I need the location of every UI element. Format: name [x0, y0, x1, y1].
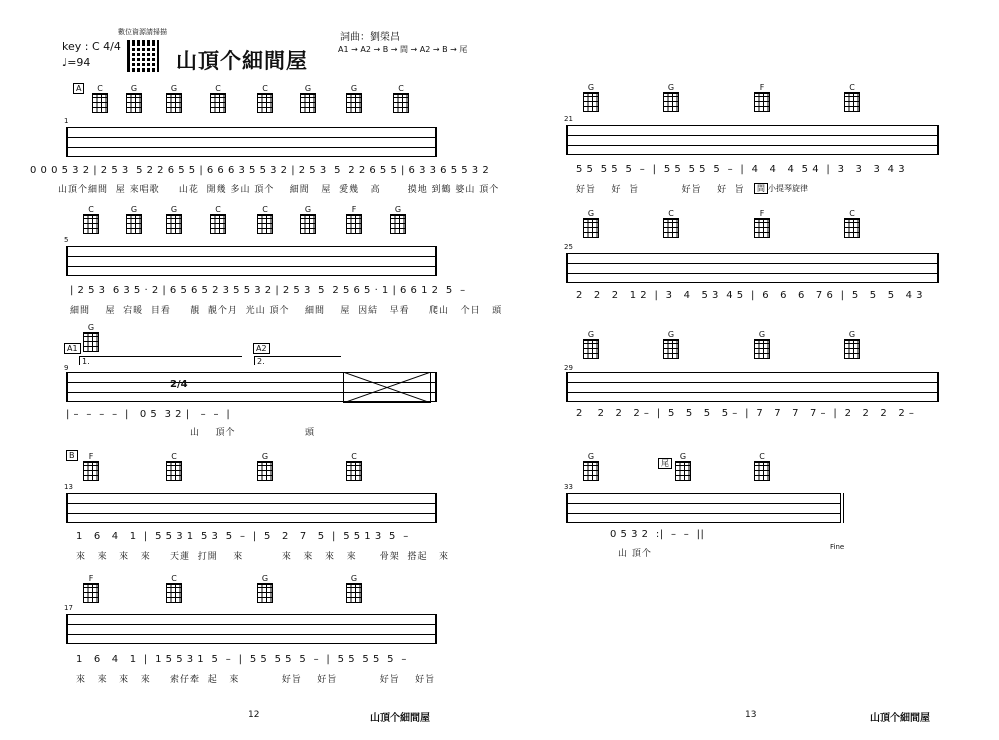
measure-number: 1 — [64, 117, 69, 125]
qr-code-icon[interactable] — [127, 40, 159, 72]
chord-diagram: F — [754, 209, 770, 238]
chord-diagram: F — [83, 452, 99, 481]
volta-bracket-2: 2. — [254, 356, 341, 365]
chord-diagram: G — [583, 83, 599, 112]
chord-diagram: G — [675, 452, 691, 481]
section-label-a: A — [73, 83, 84, 94]
roadmap: A1 → A2 → B → 間 → A2 → B → 尾 — [338, 45, 468, 54]
tab-staff — [66, 614, 437, 644]
right-page — [500, 0, 999, 740]
chord-diagram: C — [210, 205, 226, 234]
qr-caption: 數位資源請掃描 — [118, 28, 167, 36]
section-label-a1: A1 — [64, 343, 81, 354]
measure-number: 13 — [64, 483, 73, 491]
violin-melody-label: 小提琴旋律 — [768, 184, 808, 193]
page-number: 13 — [745, 710, 757, 720]
tab-staff — [66, 493, 437, 523]
volta-bracket-1: 1. — [79, 356, 242, 365]
notation-line: 2 2 2 2 – | 5 5 5 5 – | 7 7 7 7 – | 2 2 2 2 – — [576, 408, 915, 419]
tab-staff — [566, 125, 939, 155]
page-title: 山頂个細間屋 — [176, 49, 308, 73]
chord-diagram: G — [126, 84, 142, 113]
chord-diagram: C — [210, 84, 226, 113]
tab-staff — [566, 253, 939, 283]
lyrics-line: 來 來 來 來 天蓮 打開 來 來 來 來 來 骨架 搭起 來 — [76, 552, 450, 562]
chord-diagram: G — [300, 205, 316, 234]
chord-diagram: C — [92, 84, 108, 113]
section-label-outro: 尾 — [658, 458, 672, 469]
chord-diagram: C — [844, 209, 860, 238]
chord-diagram: C — [257, 205, 273, 234]
lyrics-line: 山 頂个 頭 — [190, 428, 315, 438]
chord-diagram: G — [346, 84, 362, 113]
notation-line: 2 2 2 1 2 | 3 4 5 3 4 5 | 6 6 6 7 6 | 5 5 5 4 3 — [576, 290, 924, 301]
tab-staff — [66, 127, 437, 157]
chord-diagram: C — [257, 84, 273, 113]
notation-line: 0 5 3 2 :| – – || — [610, 529, 705, 540]
chord-diagram: C — [166, 574, 182, 603]
chord-diagram: G — [844, 330, 860, 359]
chord-diagram: G — [583, 330, 599, 359]
tab-staff — [66, 246, 437, 276]
chord-diagram: G — [583, 452, 599, 481]
chord-diagram: G — [257, 452, 273, 481]
chord-diagram: G — [166, 205, 182, 234]
tab-staff — [566, 372, 939, 402]
measure-number: 21 — [564, 115, 573, 123]
lyrics-line: 好旨 好 旨 好旨 好 旨 — [576, 185, 745, 195]
measure-number: 25 — [564, 243, 573, 251]
footer-title: 山頂个細間屋 — [370, 713, 430, 724]
lyrics-line: 山頂个細間 屋 來唱歌 山花 開幾 多山 頂个 細間 屋 愛幾 高 摸地 到鶴 婆山 頂个 — [58, 185, 500, 195]
chord-diagram: C — [393, 84, 409, 113]
chord-diagram: G — [583, 209, 599, 238]
page-number: 12 — [248, 710, 260, 720]
chord-diagram: G — [346, 574, 362, 603]
chord-diagram: G — [754, 330, 770, 359]
measure-number: 29 — [564, 364, 573, 372]
chord-diagram: G — [83, 323, 99, 352]
chord-diagram: C — [83, 205, 99, 234]
chord-diagram: G — [166, 84, 182, 113]
notation-line: 1 6 4 1 | 1 5 5 3 1 5 – | 5 5 5 5 5 – | 5 5 5 5 5 – — [76, 654, 407, 665]
tab-staff — [566, 493, 844, 523]
section-label-b: B — [66, 450, 78, 461]
credit: 詞曲：劉榮昌 — [340, 32, 400, 43]
chord-diagram: G — [663, 330, 679, 359]
notation-line: | – – – – | 0 5 3 2 | – – | — [66, 409, 231, 420]
chord-diagram: G — [390, 205, 406, 234]
lyrics-line: 細間 屋 宕暖 目看 靚 靚个月 光山 頂个 細間 屋 因結 早看 爬山 个日 頭 — [70, 306, 503, 316]
chord-diagram: C — [754, 452, 770, 481]
notation-line: 0 0 0 5 3 2 | 2 5 3 5 2 2 6 5 5 | 6 6 6 3 5 5 3 2 | 2 5 3 5 2 2 6 5 5 | 6 3 3 6 5 5 3 2 — [30, 165, 490, 176]
measure-number: 9 — [64, 364, 69, 372]
measure-number: 5 — [64, 236, 69, 244]
interlude-tag: 間 — [754, 183, 768, 194]
chord-diagram: F — [83, 574, 99, 603]
tempo: ♩=94 — [62, 56, 91, 69]
notation-line: | 2 5 3 6 3 5 · 2 | 6 5 6 5 2 3 5 5 3 2 | 2 5 3 5 2 5 6 5 · 1 | 6 6 1 2 5 – — [70, 285, 466, 296]
lyrics-line: 山 頂个 — [618, 549, 652, 559]
chord-diagram: C — [346, 452, 362, 481]
chord-diagram: G — [126, 205, 142, 234]
chord-diagram: G — [257, 574, 273, 603]
lyrics-line: 來 來 來 來 索仔牽 起 來 好旨 好旨 好旨 好旨 — [76, 675, 436, 685]
time-signature-change: 2/4 — [170, 379, 188, 390]
chord-diagram: F — [346, 205, 362, 234]
chord-diagram: F — [754, 83, 770, 112]
chord-diagram: C — [844, 83, 860, 112]
chord-diagram: C — [166, 452, 182, 481]
measure-number: 33 — [564, 483, 573, 491]
measure-number: 17 — [64, 604, 73, 612]
chord-diagram: G — [663, 83, 679, 112]
notation-line: 5 5 5 5 5 – | 5 5 5 5 5 – | 4 4 4 5 4 | 3 3 3 4 3 — [576, 164, 906, 175]
fine-mark: Fine — [830, 543, 845, 551]
chord-diagram: G — [300, 84, 316, 113]
time-signature: 4/4 — [103, 40, 121, 53]
repeat-cross-box — [343, 372, 431, 403]
key-label: key : C 4/4 — [62, 40, 121, 53]
section-label-a2: A2 — [253, 343, 270, 354]
notation-line: 1 6 4 1 | 5 5 3 1 5 3 5 – | 5 2 7 5 | 5 5 1 3 5 – — [76, 531, 409, 542]
chord-diagram: C — [663, 209, 679, 238]
footer-title: 山頂个細間屋 — [870, 713, 930, 724]
